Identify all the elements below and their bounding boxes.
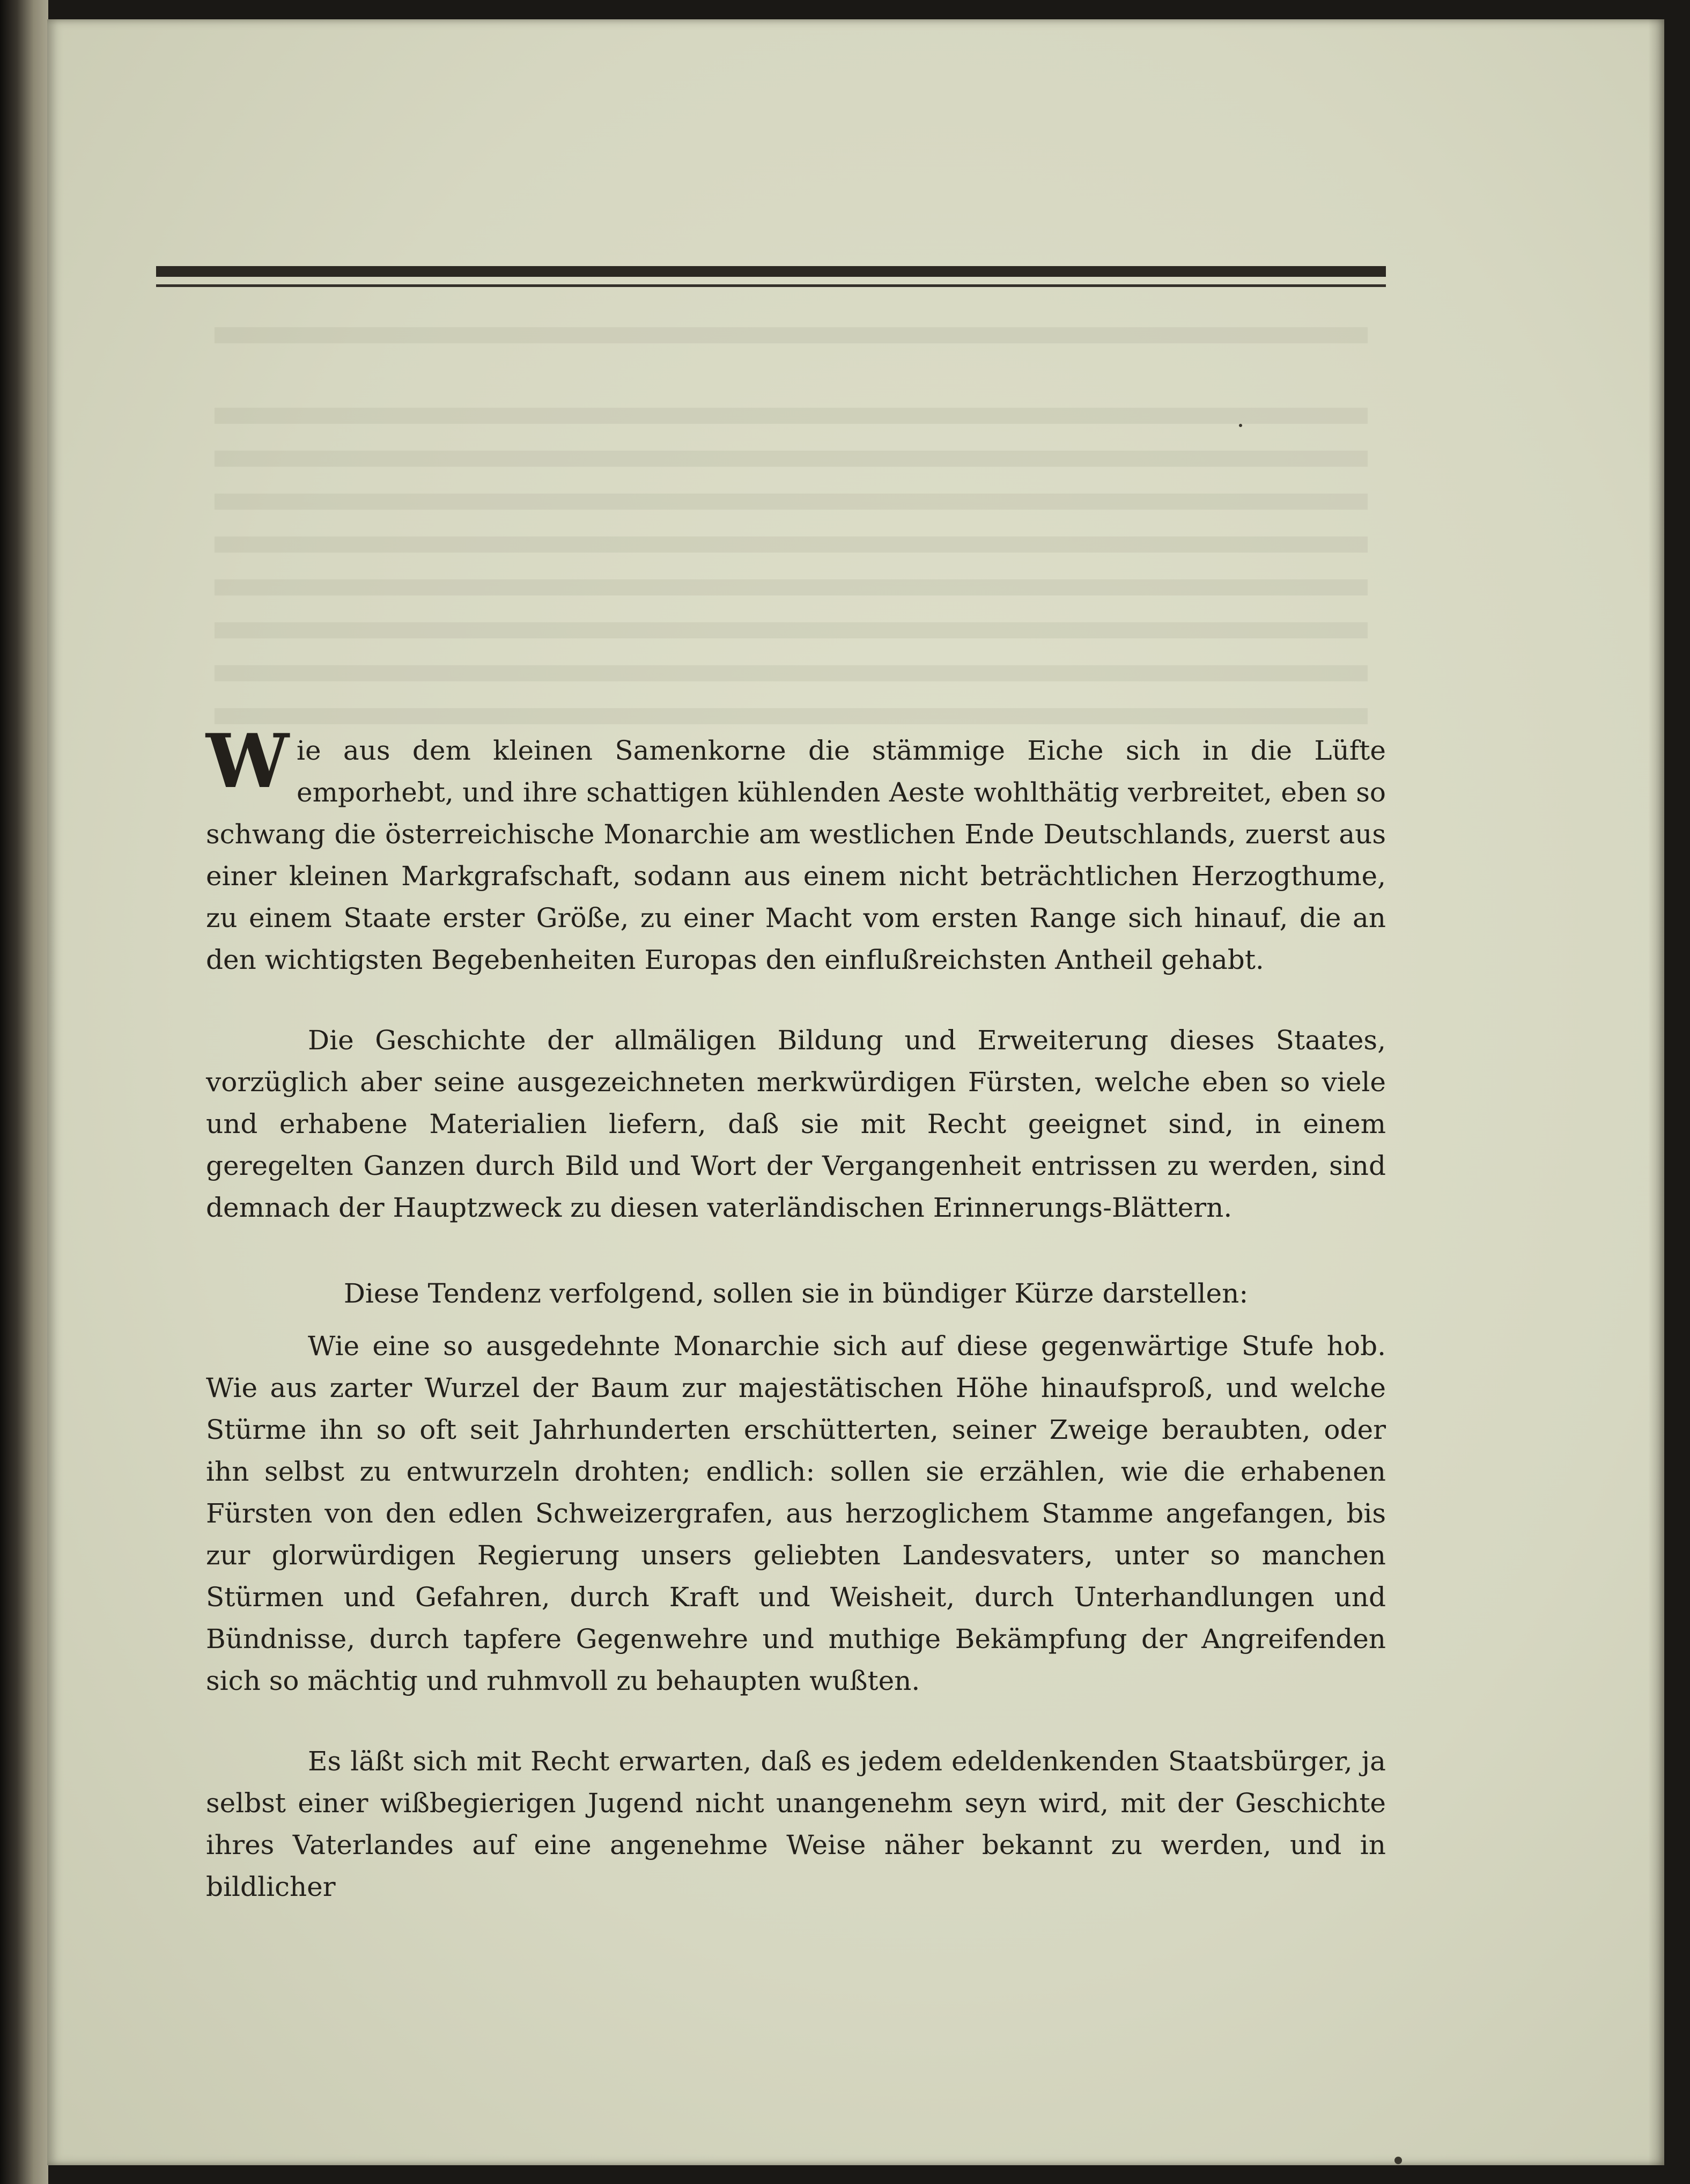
bleed-through [215, 622, 1368, 638]
header-rule-thin [156, 284, 1386, 287]
paragraph-1 [206, 717, 1386, 981]
bleed-through [215, 708, 1368, 724]
paragraph-2: Die Geschichte der allmäligen Bildung und Erweiterung dieses Staates, vorzüglich aber seine ausgezeichneten merkwürdigen Fürsten, welche eben so viele und erhabene Materialien liefern, daß sie mit Recht geeignet sind, in einem geregelten Ganzen durch Bild und Wort der Vergangenheit entrissen zu werden, sind demnach der Hauptzweck zu diesen vaterländischen Erinnerungs-Blättern. [206, 1025, 1386, 1223]
body-text [206, 717, 1386, 1908]
paragraph-3: Diese Tendenz verfolgend, sollen sie in bündiger Kürze darstellen: [343, 1278, 1249, 1309]
bleed-through [215, 451, 1368, 467]
page-right-edge [1648, 19, 1664, 2165]
header-rule-thick [156, 266, 1386, 277]
bleed-through [215, 327, 1368, 343]
paragraph-1-text: ie aus dem kleinen Samenkorne die stämmige Eiche sich in die Lüfte emporhebt, und ihre schattigen kühlenden Aeste wohlthätig verbreitet, eben so schwang die österreichische Monarchie am westlichen Ende Deutschlands, zuerst aus einer kleinen Markgrafschaft, sodann aus einem nicht beträchtlichen Herzogthume, zu einem Staate erster Größe, zu einer Macht vom ersten Range sich hinauf, die an den wichtigsten Begebenheiten Europas den einflußreichsten Antheil gehabt. [206, 735, 1386, 975]
bleed-through [215, 494, 1368, 510]
paragraph-4: Wie eine so ausgedehnte Monarchie sich auf diese gegenwärtige Stufe hob. Wie aus zarter Wurzel der Baum zur majestätischen Höhe hinaufsproß, und welche Stürme ihn so oft seit Jahrhunderten erschütterten, seiner Zweige beraubten, oder ihn selbst zu entwurzeln drohten; endlich: sollen sie erzählen, wie die erhabenen Fürsten von den edlen Schweizergrafen, aus herzoglichem Stamme angefangen, bis zur glorwürdigen Regierung unsers geliebten Landesvaters, unter so manchen Stürmen und Gefahren, durch Kraft und Weisheit, durch Unterhandlungen und Bündnisse, durch tapfere Gegenwehre und muthige Bekämpfung der Angreifenden sich so mächtig und ruhmvoll zu behaupten wußten. [206, 1330, 1386, 1696]
paper-speck [1239, 424, 1242, 427]
paragraph-5: Es läßt sich mit Recht erwarten, daß es jedem edeldenkenden Staatsbürger, ja selbst einer wißbegierigen Jugend nicht unangenehm seyn wird, mit der Geschichte ihres Vaterlandes auf eine angenehme Weise näher bekannt zu werden, und in bildlicher [206, 1746, 1386, 1902]
bleed-through [215, 665, 1368, 681]
drop-cap: W [206, 717, 289, 805]
paper-speck [1394, 2157, 1402, 2164]
bleed-through [215, 536, 1368, 553]
bleed-through [215, 408, 1368, 424]
facing-page-edge [0, 0, 48, 2184]
bleed-through [215, 579, 1368, 595]
